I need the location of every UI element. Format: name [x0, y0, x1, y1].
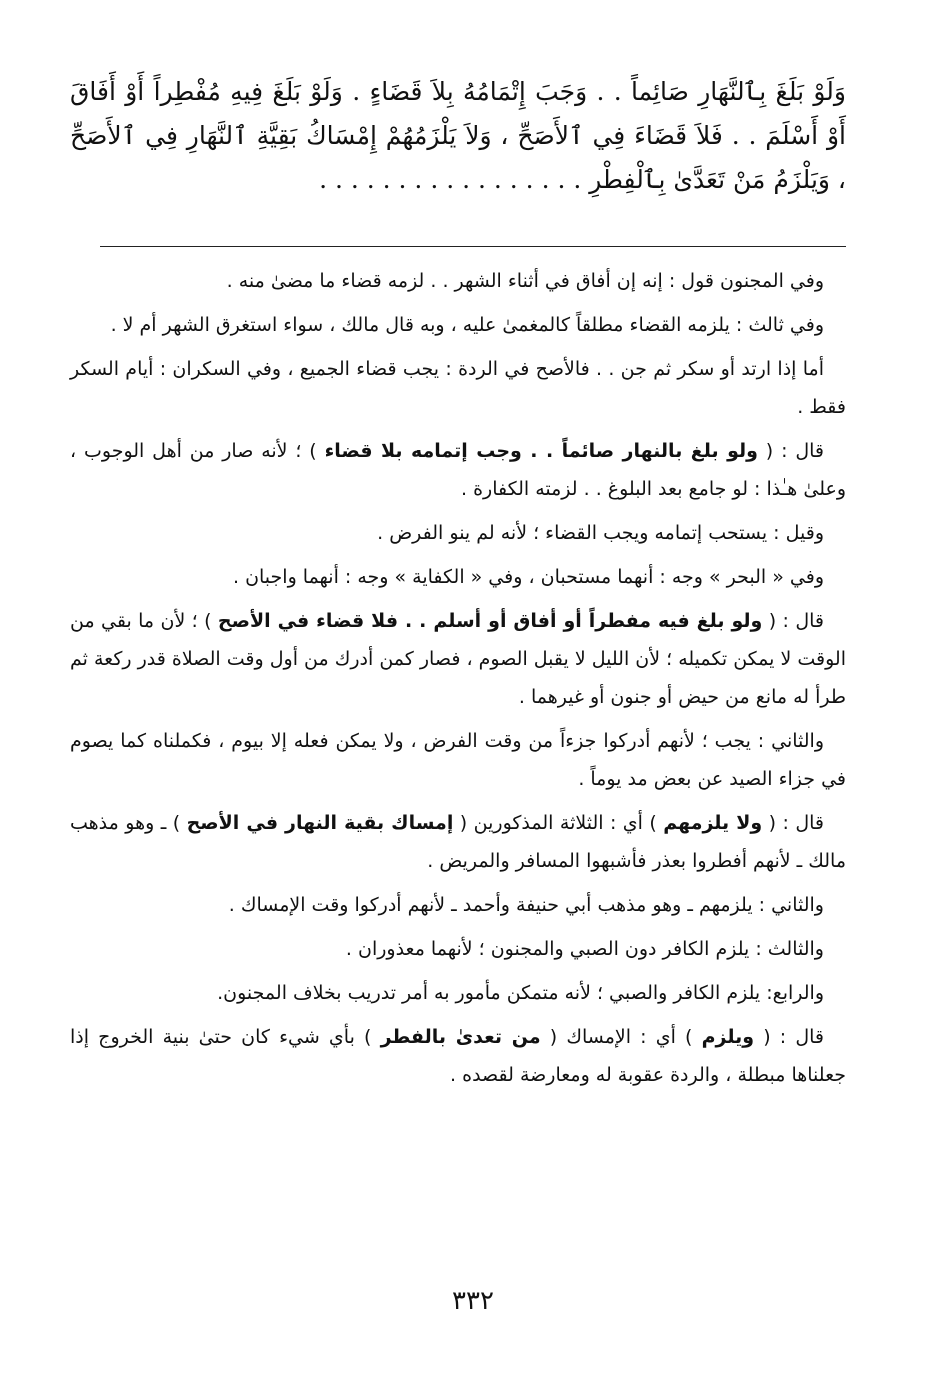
quoted-matn: إمساك بقية النهار في الأصح [186, 812, 454, 834]
quote-open: قال : ( [754, 1026, 825, 1048]
paragraph-text: ) بأي شيء كان حتىٰ بنية الخروج إذا جعلناها مبطلة ، والردة عقوبة له ومعارضة لقصده . [70, 1026, 846, 1086]
paragraph-text: ) ؛ لأن ما بقي من الوقت لا يمكن تكميله ؛ لأن الليل لا يقبل الصوم ، فصار كمن أدرك من أول وقت الصلاة قدر ركعة ثم طرأ له مانع من حيض أو جنون أو غيرهما . [70, 610, 846, 708]
paragraph: وقيل : يستحب إتمامه ويجب القضاء ؛ لأنه لم ينو الفرض . [377, 522, 824, 544]
paragraph: والرابع: يلزم الكافر والصبي ؛ لأنه متمكن مأمور به أمر تدريب بخلاف المجنون. [217, 982, 824, 1004]
paragraph-text: ) أي : الثلاثة المذكورين ( [453, 812, 664, 834]
paragraph [70, 804, 846, 880]
paragraph-text: ) ؛ لأنه صار من أهل الوجوب ، وعلىٰ هـٰذا : لو جامع بعد البلوغ . . لزمته الكفارة . [70, 440, 846, 500]
paragraph-text: ) ـ وهو مذهب مالك ـ لأنهم أفطروا بعذر فأشبهوا المسافر والمريض . [70, 812, 846, 872]
quote-open: قال : ( [762, 812, 824, 834]
quote-open: قال : ( [762, 610, 825, 632]
commentary [70, 262, 846, 1100]
paragraph [70, 602, 846, 716]
paragraph: وفي « البحر » وجه : أنهما مستحبان ، وفي « الكفاية » وجه : أنهما واجبان . [232, 566, 824, 588]
quoted-matn: ولو بلغ فيه مفطراً أو أفاق أو أسلم . . فلا قضاء في الأصح [217, 610, 763, 632]
paragraph [70, 1018, 846, 1094]
paragraph: وفي المجنون قول : إنه إن أفاق في أثناء الشهر . . لزمه قضاء ما مضىٰ منه . [226, 270, 824, 292]
paragraph-text: ) أي : الإمساك ( [540, 1026, 702, 1048]
page-number: ٣٣٢ [452, 1286, 494, 1316]
quote-open: قال : ( [757, 440, 825, 462]
paragraph [70, 432, 846, 508]
quoted-matn: ولا يلزمهم [663, 812, 763, 834]
separator-line [100, 246, 846, 247]
paragraph: والثالث : يلزم الكافر دون الصبي والمجنون ؛ لأنهما معذوران . [345, 938, 824, 960]
quoted-matn: من تعدىٰ بالفطر [380, 1026, 541, 1048]
paragraph: والثاني : يجب ؛ لأنهم أدركوا جزءاً من وقت الفرض ، ولا يمكن فعله إلا بيوم ، فكملناه كما يصوم في جزاء الصيد عن بعض مد يوماً . [70, 730, 846, 790]
paragraph: والثاني : يلزمهم ـ وهو مذهب أبي حنيفة وأحمد ـ لأنهم أدركوا وقت الإمساك . [228, 894, 824, 916]
quoted-matn: ولو بلغ بالنهار صائماً . . وجب إتمامه بلا قضاء [324, 440, 758, 462]
quoted-matn: ويلزم [701, 1026, 755, 1048]
matn-text: وَلَوْ بَلَغَ بِٱلنَّهَارِ صَائِماً . . وَجَبَ إِتْمَامُهُ بِلاَ قَضَاءٍ . وَلَوْ بَلَغَ فِيهِ مُفْطِراً أَوْ أَفَاقَ أَوْ أَسْلَمَ . . فَلاَ قَضَاءَ فِي ٱلأَصَحِّ ، وَلاَ يَلْزَمُهُمْ إِمْسَاكُ بَقِيَّةِ ٱلنَّهَارِ فِي ٱلأَصَحِّ ، وَيَلْزَمُ مَنْ تَعَدَّىٰ بِٱلْفِطْرِ . . . . . . . . . . . . . . . . . [70, 77, 846, 194]
paragraph: أما إذا ارتد أو سكر ثم جن . . فالأصح في الردة : يجب قضاء الجميع ، وفي السكران : أيام السكر فقط . [70, 358, 846, 418]
paragraph: وفي ثالث : يلزمه القضاء مطلقاً كالمغمىٰ عليه ، وبه قال مالك ، سواء استغرق الشهر أم لا . [110, 314, 824, 336]
